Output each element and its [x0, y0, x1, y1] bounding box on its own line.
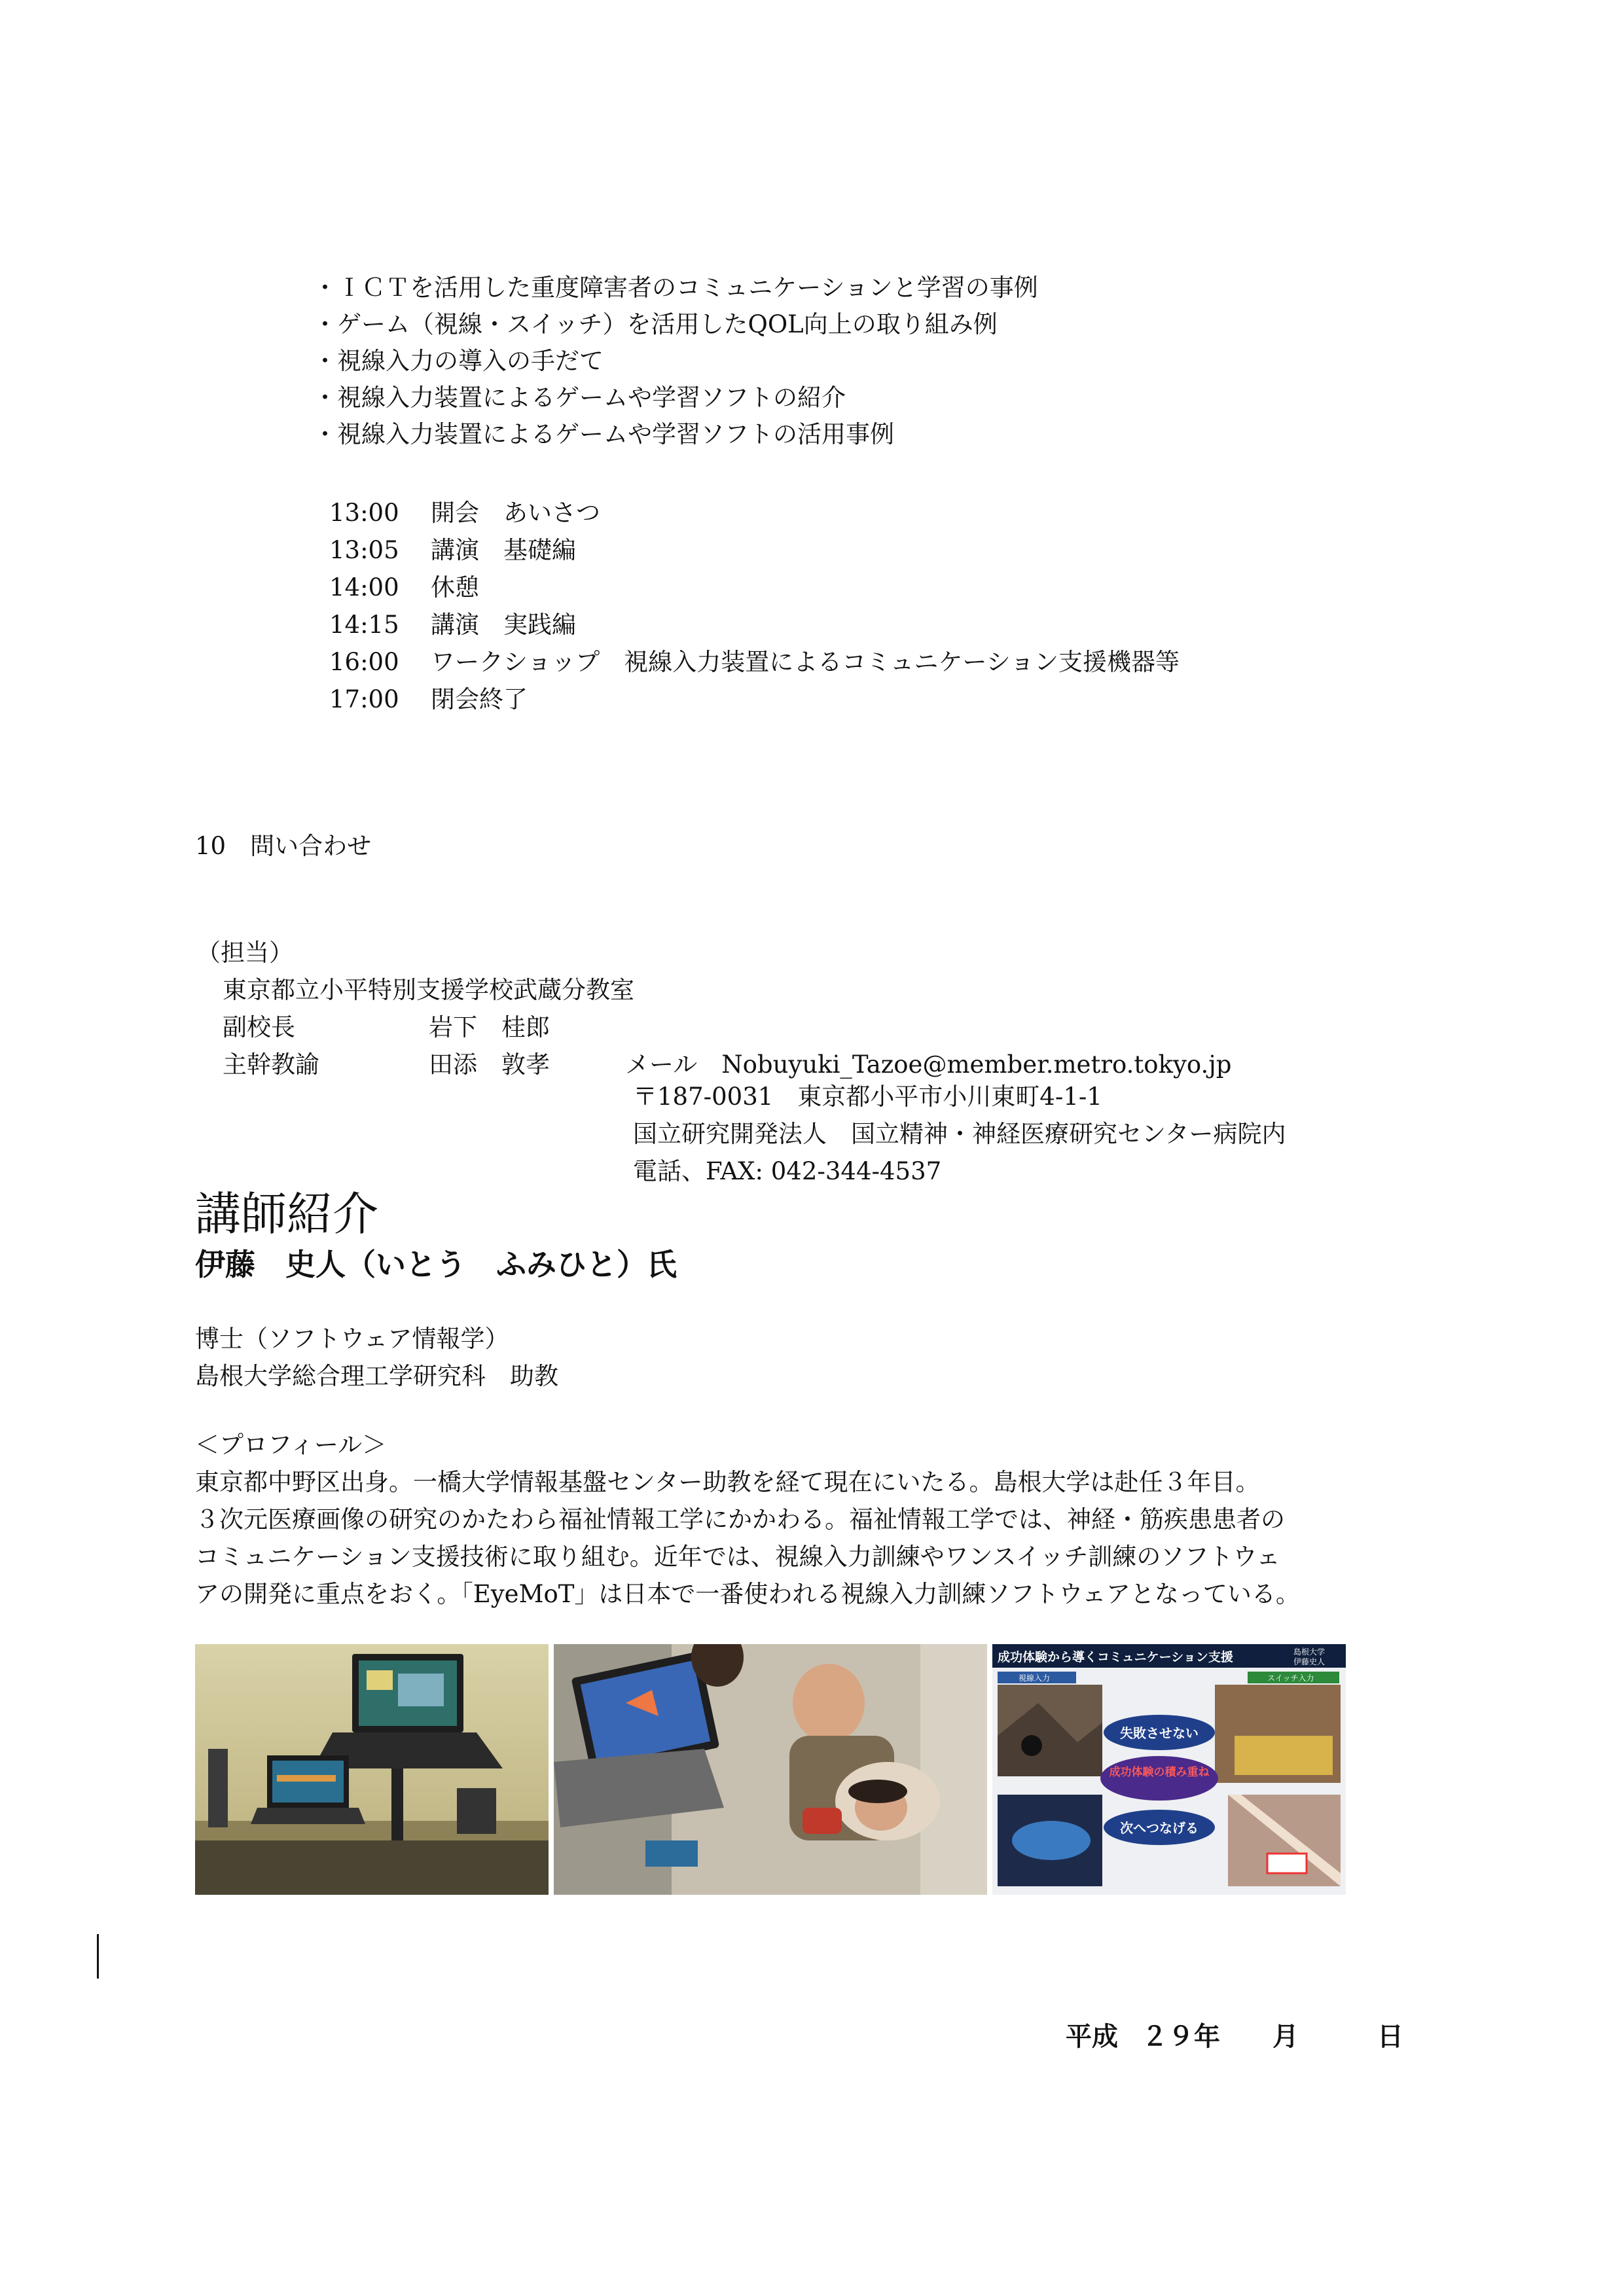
lecturer-section-title: 講師紹介 [195, 1187, 378, 1241]
profile-line: コミュニケーション支援技術に取り組む。近年では、視線入力訓練やワンスイッチ訓練のソフトウェ [195, 1543, 1280, 1571]
lecturer-position: 島根大学総合理工学研究科 助教 [195, 1362, 558, 1390]
slide-author: 伊藤史人 [1293, 1657, 1326, 1666]
vp-name: 岩下 桂郎 [429, 1013, 550, 1041]
lecturer-degree: 博士（ソフトウェア情報学） [195, 1325, 509, 1353]
date-line [1066, 2017, 1403, 2056]
slide-bubble-2: 成功体験の積み重ね [1109, 1766, 1210, 1779]
lecturer-name: 伊藤 史人（いとう ふみひと）氏 [195, 1247, 677, 1282]
schedule-row [329, 644, 1180, 681]
date-era: 平成 [1066, 2022, 1118, 2052]
lecturer-profile [195, 1427, 1452, 1613]
photo-laptop-setup [195, 1644, 549, 1895]
postal-address: 〒187-0031 東京都小平市小川東町4-1-1 [633, 1083, 1102, 1111]
topic-item: ・視線入力装置によるゲームや学習ソフトの活用事例 [313, 420, 894, 448]
text-cursor-line [97, 1934, 99, 1979]
phone-fax: 電話、FAX: 042-344-4537 [633, 1157, 942, 1185]
schedule-row [329, 569, 1180, 607]
slide-title: 成功体験から導くコミュニケーション支援 [998, 1650, 1233, 1664]
schedule-item: 閉会終了 [431, 685, 528, 713]
topic-item: ・ＩＣＴを活用した重度障害者のコミュニケーションと学習の事例 [313, 274, 1038, 302]
organization: 国立研究開発法人 国立精神・神経医療研究センター病院内 [633, 1120, 1286, 1148]
schedule-row [329, 495, 1180, 532]
schedule-time: 17:00 [329, 685, 399, 713]
topic-item: ・ゲーム（視線・スイッチ）を活用したQOL向上の取り組み例 [313, 310, 998, 338]
topic-list [313, 270, 1038, 453]
vp-title: 副校長 [223, 1013, 295, 1041]
contact-school: 東京都立小平特別支援学校武蔵分教室 [223, 976, 634, 1004]
topic-item: ・視線入力装置によるゲームや学習ソフトの紹介 [313, 384, 846, 412]
schedule-row [329, 681, 1180, 719]
slide-bubble-3: 次へつなげる [1120, 1820, 1199, 1836]
schedule-time: 14:15 [329, 611, 399, 639]
contact-heading: 10 問い合わせ [195, 832, 372, 860]
slide-bubble-1: 失敗させない [1120, 1725, 1199, 1741]
teacher-title: 主幹教諭 [223, 1050, 319, 1079]
laptop-setup-image [195, 1644, 549, 1895]
profile-heading: ＜プロフィール＞ [195, 1431, 387, 1459]
slide-affil: 島根大学 [1293, 1647, 1326, 1657]
slide-label-switch: スイッチ入力 [1267, 1674, 1314, 1683]
schedule-time: 16:00 [329, 648, 399, 676]
slide-label-gaze: 視線入力 [1019, 1674, 1051, 1683]
schedule-item: 講演 実践編 [431, 611, 576, 639]
teacher-name: 田添 敦孝 [429, 1050, 550, 1079]
topic-item: ・視線入力の導入の手だて [313, 347, 604, 375]
schedule-time: 13:05 [329, 536, 399, 564]
schedule [329, 495, 1180, 719]
slide-image [992, 1644, 1346, 1895]
contact-tanto: （担当） [196, 939, 293, 967]
slide-communication-support [992, 1644, 1346, 1895]
date-year: ２９年 [1142, 2022, 1220, 2052]
schedule-item: 休憩 [431, 573, 479, 601]
schedule-row [329, 607, 1180, 644]
schedule-item: 開会 あいさつ [431, 499, 600, 527]
eye-gaze-session-image [554, 1644, 987, 1895]
schedule-item: ワークショップ 視線入力装置によるコミュニケーション支援機器等 [431, 648, 1180, 676]
contact-email[interactable]: メール Nobuyuki_Tazoe@member.metro.tokyo.jp [625, 1050, 1232, 1079]
lecturer-credentials [195, 1321, 558, 1395]
date-month: 月 [1272, 2022, 1299, 2052]
contact-block [196, 935, 1231, 1084]
contact-address [633, 1079, 1286, 1191]
profile-line: 東京都中野区出身。一橋大学情報基盤センター助教を経て現在にいたる。島根大学は赴任３年目。 [195, 1468, 1260, 1496]
schedule-row [329, 532, 1180, 569]
schedule-time: 14:00 [329, 573, 399, 601]
date-day: 日 [1377, 2022, 1403, 2052]
profile-line: アの開発に重点をおく。「EyeMoT」は日本で一番使われる視線入力訓練ソフトウェアとなっている。 [195, 1580, 1300, 1608]
profile-line: ３次元医療画像の研究のかたわら福祉情報工学にかかわる。福祉情報工学では、神経・筋疾患患者の [195, 1505, 1285, 1534]
schedule-item: 講演 基礎編 [431, 536, 576, 564]
photo-eye-gaze-session [554, 1644, 987, 1895]
schedule-time: 13:00 [329, 499, 399, 527]
